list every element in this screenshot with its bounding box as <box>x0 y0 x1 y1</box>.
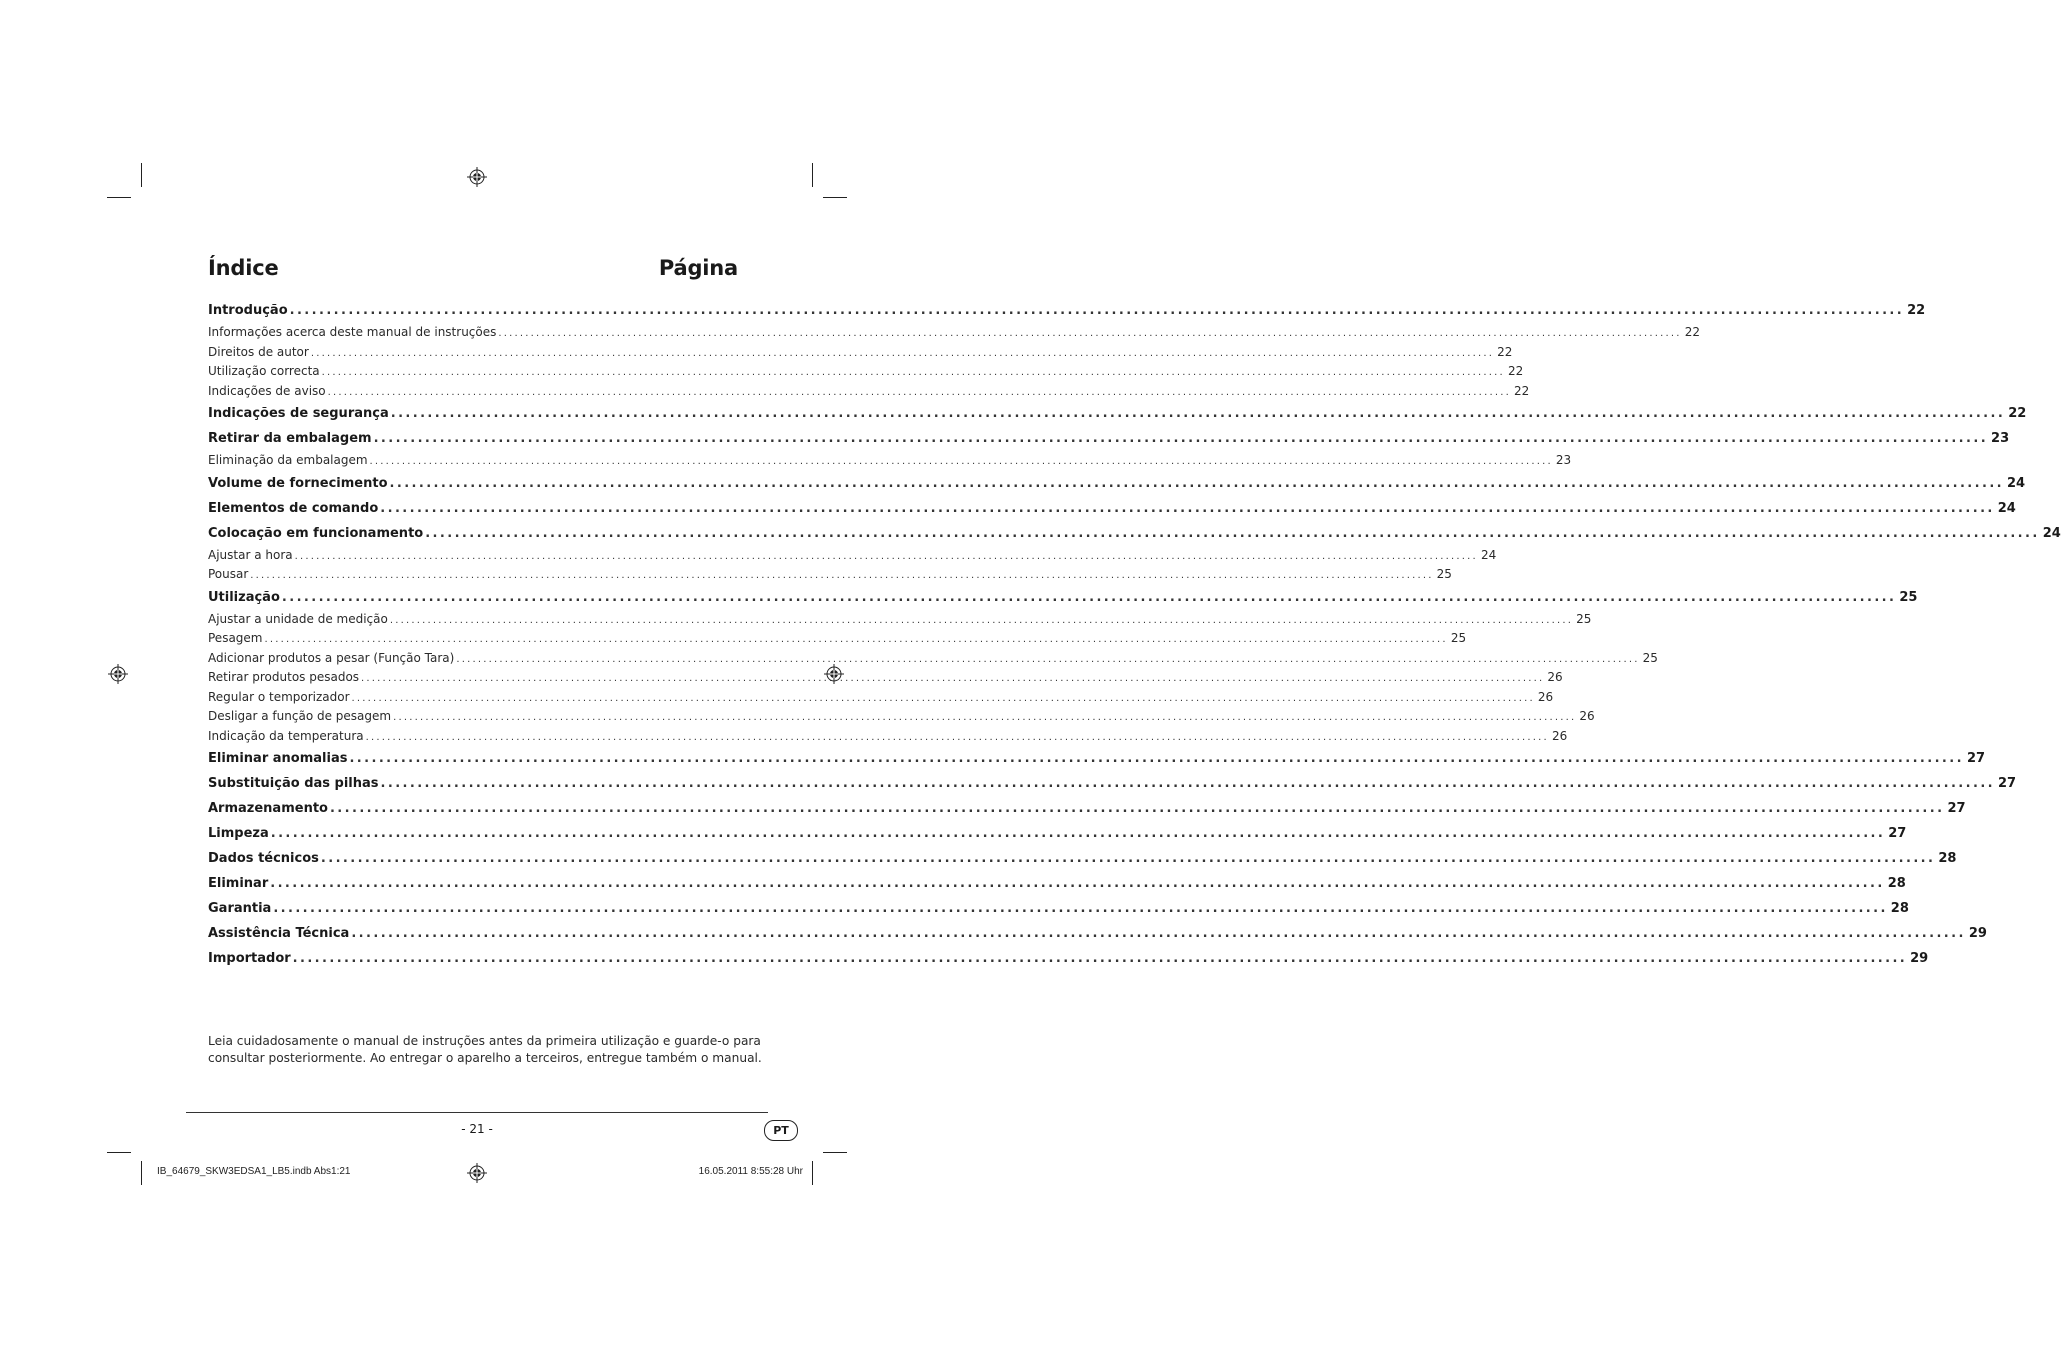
toc-entry-page: 28 <box>1890 901 1909 916</box>
crop-mark-top-right-v <box>812 163 813 187</box>
registration-mark-icon <box>108 664 128 684</box>
toc-section-entry <box>208 871 1906 896</box>
note-line: consultar posteriormente. Ao entregar o aparelho a terceiros, entregue também o manual. <box>208 1051 762 1065</box>
toc-entry-title: Elementos de comando <box>208 500 379 516</box>
toc-entry-page: 26 <box>1547 670 1563 684</box>
toc-entry-title: Ajustar a hora <box>208 547 293 562</box>
toc-subsection-entry <box>208 610 1592 630</box>
toc-subsection-entry <box>208 343 1513 363</box>
toc-entry-page: 25 <box>1436 567 1452 581</box>
crop-mark-bottom-left-h <box>107 1152 131 1153</box>
crop-mark-top-right-h <box>823 197 847 198</box>
toc-dot-leader: ............................................................................................................................................................................................................................ <box>351 926 1966 941</box>
toc-subsection-entry <box>208 451 1572 471</box>
toc-entry-page: 22 <box>1907 303 1926 318</box>
toc-entry-title: Indicação da temperatura <box>208 728 364 743</box>
toc-subsection-entry <box>208 323 1700 343</box>
toc-subsection-entry <box>208 649 1658 669</box>
toc-entry-page: 24 <box>2042 525 2061 541</box>
toc-entry-page: 22 <box>1513 383 1530 398</box>
toc-entry-title: Garantia <box>208 901 272 916</box>
toc-dot-leader: ............................................................................................................................................................................................................................ <box>351 692 1535 704</box>
toc-entry-title: Limpeza <box>208 826 269 841</box>
note-line: Leia cuidadosamente o manual de instruções antes da primeira utilização e guarde-o para <box>208 1034 761 1048</box>
toc-entry-title: Eliminar anomalias <box>208 751 348 766</box>
crop-mark-bottom-left-v <box>141 1161 142 1185</box>
toc-dot-leader: ............................................................................................................................................................................................................................ <box>289 303 1905 318</box>
toc-dot-leader: ............................................................................................................................................................................................................................ <box>390 406 2006 421</box>
toc-entry-title: Pesagem <box>208 631 263 645</box>
toc-dot-leader: ............................................................................................................................................................................................................................ <box>294 550 1478 562</box>
toc-entry-title: Retirar da embalagem <box>208 431 372 446</box>
toc-subsection-entry <box>208 668 1563 688</box>
toc-entry-title: Indicações de segurança <box>208 406 389 421</box>
toc-entry-page: 25 <box>1576 611 1592 626</box>
toc-dot-leader: ............................................................................................................................................................................................................................ <box>292 951 1908 966</box>
toc-entry-page: 22 <box>1684 325 1700 339</box>
toc-dot-leader: ............................................................................................................................................................................................................................ <box>310 347 1495 359</box>
toc-dot-leader: ............................................................................................................................................................................................................................ <box>373 431 1989 446</box>
registration-mark-icon <box>467 1163 487 1183</box>
toc-dot-leader: ............................................................................................................................................................................................................................ <box>270 876 1885 891</box>
toc-dot-leader: ............................................................................................................................................................................................................................ <box>250 570 1434 581</box>
toc-entry-title: Introdução <box>208 303 288 318</box>
toc-dot-leader: ............................................................................................................................................................................................................................ <box>329 801 1945 816</box>
toc-entry-page: 22 <box>1497 344 1513 359</box>
toc-entry-page: 29 <box>1968 926 1987 941</box>
toc-entry-title: Eliminar <box>208 876 269 891</box>
toc-entry-page: 24 <box>1997 500 2016 516</box>
toc-dot-leader: ............................................................................................................................................................................................................................ <box>281 589 1897 605</box>
toc-subsection-entry <box>208 688 1554 708</box>
toc-dot-leader: ............................................................................................................................................................................................................................ <box>327 386 1511 398</box>
slug-timestamp: 16.05.2011 8:55:28 Uhr <box>698 1166 803 1177</box>
toc-dot-leader: ............................................................................................................................................................................................................................ <box>425 525 2040 541</box>
toc-section-entry <box>208 496 2016 521</box>
toc-section-entry <box>208 401 2027 426</box>
toc-heading <box>208 256 738 290</box>
toc-entry-page: 25 <box>1450 631 1467 645</box>
toc-entry-title: Ajustar a unidade de medição <box>208 611 388 626</box>
toc-entry-page: 27 <box>1998 776 2017 791</box>
toc-section-entry <box>208 946 1929 971</box>
registration-mark-icon <box>467 167 487 187</box>
toc-dot-leader: ............................................................................................................................................................................................................................ <box>380 500 1995 516</box>
toc-entry-page: 24 <box>2007 475 2026 491</box>
toc-dot-leader: ............................................................................................................................................................................................................................ <box>456 653 1640 665</box>
toc-entry-page: 22 <box>1507 364 1524 378</box>
toc-dot-leader: ............................................................................................................................................................................................................................ <box>393 712 1577 723</box>
crop-mark-top-left-h <box>107 197 131 198</box>
page-column-label: Página <box>658 256 738 280</box>
toc-subsection-entry <box>208 565 1452 585</box>
toc-entry-title: Adicionar produtos a pesar (Função Tara) <box>208 650 455 665</box>
toc-entry-page: 26 <box>1551 728 1568 743</box>
toc-entry-title: Retirar produtos pesados <box>208 670 360 684</box>
toc-entry-title: Indicações de aviso <box>208 383 326 398</box>
toc-entry-page: 24 <box>1480 547 1497 562</box>
toc-section-entry <box>208 921 1987 946</box>
crop-mark-top-left-v <box>141 163 142 187</box>
toc-subsection-entry <box>208 382 1530 402</box>
toc-entry-page: 25 <box>1642 650 1658 665</box>
toc-entry-page: 27 <box>1947 801 1966 816</box>
table-of-contents <box>208 298 2061 971</box>
toc-section-entry <box>208 771 2017 796</box>
toc-entry-title: Armazenamento <box>208 801 328 816</box>
toc-entry-title: Substituição das pilhas <box>208 776 379 791</box>
toc-entry-title: Assistência Técnica <box>208 926 350 941</box>
toc-section-entry <box>208 426 2010 451</box>
toc-dot-leader: ............................................................................................................................................................................................................................ <box>369 456 1553 467</box>
toc-section-entry <box>208 471 2026 496</box>
crop-mark-bottom-right-h <box>823 1152 847 1153</box>
toc-subsection-entry <box>208 546 1497 566</box>
toc-dot-leader: ............................................................................................................................................................................................................................ <box>321 367 1505 378</box>
toc-dot-leader: ............................................................................................................................................................................................................................ <box>389 475 2004 491</box>
toc-dot-leader: ............................................................................................................................................................................................................................ <box>349 751 1964 766</box>
toc-section-entry <box>208 746 1986 771</box>
toc-dot-leader: ............................................................................................................................................................................................................................ <box>389 614 1574 626</box>
toc-dot-leader: ............................................................................................................................................................................................................................ <box>264 634 1448 645</box>
crop-mark-bottom-right-v <box>812 1161 813 1185</box>
toc-dot-leader: ............................................................................................................................................................................................................................ <box>273 901 1888 916</box>
toc-dot-leader: ............................................................................................................................................................................................................................ <box>498 328 1682 339</box>
language-badge: PT <box>764 1120 798 1141</box>
toc-entry-page: 27 <box>1966 751 1986 766</box>
footer-rule <box>186 1112 768 1113</box>
toc-entry-page: 26 <box>1579 709 1595 723</box>
toc-entry-page: 27 <box>1888 826 1907 841</box>
toc-subsection-entry <box>208 629 1467 649</box>
toc-entry-title: Direitos de autor <box>208 344 309 359</box>
toc-title: Índice <box>208 256 279 280</box>
toc-entry-page: 23 <box>1991 431 2010 446</box>
instruction-note <box>208 1033 762 1067</box>
toc-dot-leader: ............................................................................................................................................................................................................................ <box>365 731 1549 743</box>
toc-entry-title: Volume de fornecimento <box>208 475 388 491</box>
slug-file-info: IB_64679_SKW3EDSA1_LB5.indb Abs1:21 <box>157 1166 351 1177</box>
toc-entry-page: 29 <box>1910 951 1929 966</box>
toc-entry-title: Pousar <box>208 567 249 581</box>
toc-entry-title: Importador <box>208 951 291 966</box>
toc-entry-page: 25 <box>1899 589 1918 605</box>
toc-entry-page: 26 <box>1537 689 1554 704</box>
page-number: - 21 - <box>461 1122 493 1136</box>
toc-section-entry <box>208 896 1909 921</box>
toc-section-entry <box>208 585 1918 610</box>
toc-entry-page: 23 <box>1555 453 1572 467</box>
toc-entry-title: Desligar a função de pesagem <box>208 709 392 723</box>
toc-dot-leader: ............................................................................................................................................................................................................................ <box>270 826 1886 841</box>
toc-dot-leader: ............................................................................................................................................................................................................................ <box>320 851 1936 866</box>
toc-section-entry <box>208 821 1907 846</box>
toc-entry-title: Utilização correcta <box>208 364 320 378</box>
toc-subsection-entry <box>208 727 1568 747</box>
toc-entry-page: 28 <box>1938 851 1957 866</box>
toc-entry-title: Eliminação da embalagem <box>208 453 368 467</box>
toc-entry-title: Regular o temporizador <box>208 689 350 704</box>
toc-section-entry <box>208 796 1966 821</box>
toc-dot-leader: ............................................................................................................................................................................................................................ <box>361 673 1545 684</box>
toc-subsection-entry <box>208 707 1595 727</box>
toc-entry-title: Utilização <box>208 589 280 605</box>
toc-entry-title: Dados técnicos <box>208 851 319 866</box>
toc-entry-page: 28 <box>1887 876 1906 891</box>
toc-entry-title: Colocação em funcionamento <box>208 525 424 541</box>
toc-entry-page: 22 <box>2008 406 2027 421</box>
toc-section-entry <box>208 846 1957 871</box>
toc-section-entry <box>208 298 1926 323</box>
toc-subsection-entry <box>208 362 1524 382</box>
toc-dot-leader: ............................................................................................................................................................................................................................ <box>380 776 1995 791</box>
toc-section-entry <box>208 521 2061 546</box>
toc-entry-title: Informações acerca deste manual de instruções <box>208 325 497 339</box>
